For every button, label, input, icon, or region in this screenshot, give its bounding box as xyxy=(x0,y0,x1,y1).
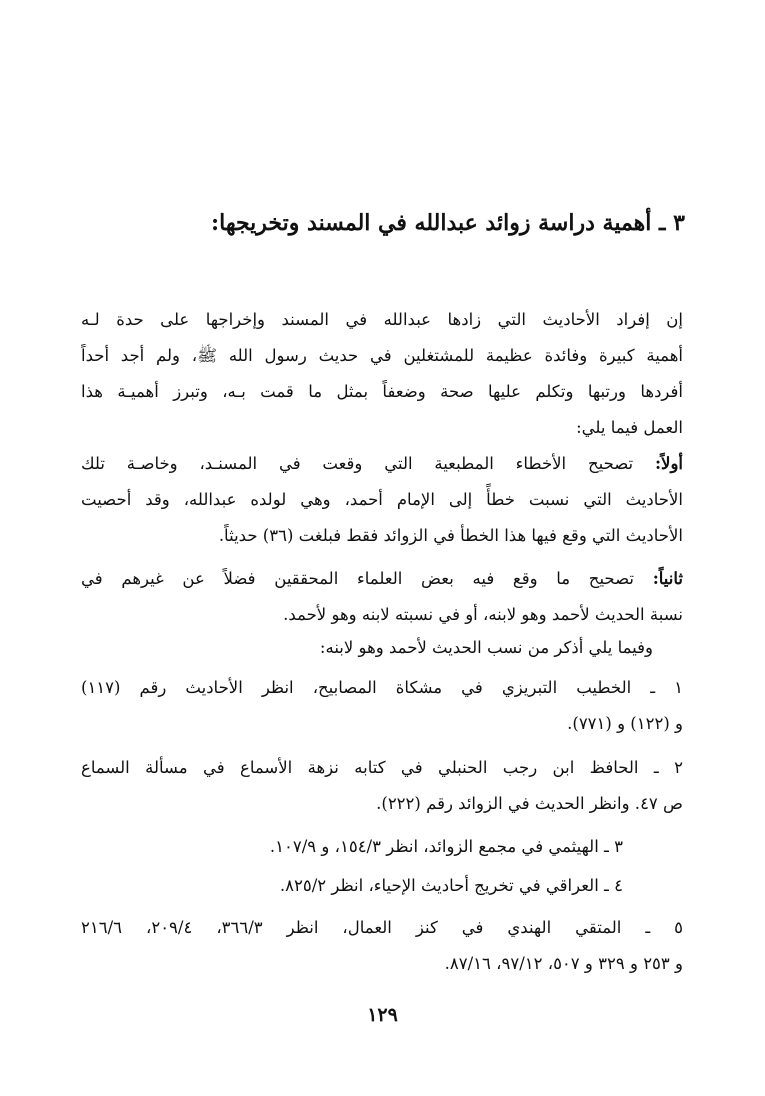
list-item-2-line-1: ٢ ـ الحافظ ابن رجب الحنبلي في كتابه نزهة الأسماع في مسألة السماع xyxy=(81,758,683,777)
second-point-line-1 xyxy=(81,561,683,597)
list-item-1 xyxy=(81,670,683,742)
list-item-3-line-1: ٣ ـ الهيثمي في مجمع الزوائد، انظر ١٥٤/٣، و ١٠٧/٩. xyxy=(269,837,623,856)
intro-paragraph xyxy=(81,302,683,446)
page-number: ١٢٩ xyxy=(367,1004,398,1026)
second-point-line-3: وفيما يلي أذكر من نسب الحديث لأحمد وهو لابنه: xyxy=(319,638,653,657)
second-point-paragraph xyxy=(81,561,683,663)
first-point-line-1 xyxy=(81,446,683,482)
intro-line-1: إن إفراد الأحاديث التي زادها عبدالله في المسند وإخراجها على حدة لـه xyxy=(81,310,683,329)
intro-line-2: أهمية كبيرة وفائدة عظيمة للمشتغلين في حديث رسول الله ﷺ، ولم أجد أحداً xyxy=(81,346,683,365)
second-point-text: تصحيح ما وقع فيه بعض العلماء المحققين فضلاً عن غيرهم في xyxy=(81,569,653,588)
list-item-2 xyxy=(81,750,683,822)
section-heading: ٣ ـ أهمية دراسة زوائد عبدالله في المسند وتخريجها: xyxy=(211,210,685,236)
list-item-5-line-2: و ٢٥٣ و ٣٢٩ و ٥٠٧، ٩٧/١٢، ٨٧/١٦. xyxy=(444,954,683,973)
list-item-5-line-1: ٥ ـ المتقي الهندي في كنز العمال، انظر ٣٦٦/٣، ٢٠٩/٤، ٢١٦/٦ xyxy=(81,918,683,937)
second-point-lead: ثانياً: xyxy=(652,569,683,588)
list-item-2-line-2: ص ٤٧. وانظر الحديث في الزوائد رقم (٢٢٢). xyxy=(376,794,683,813)
second-point-line-2: نسبة الحديث لأحمد وهو لابنه، أو في نسبته لابنه وهو لأحمد. xyxy=(283,605,683,624)
first-point-lead: أولاً: xyxy=(654,454,683,473)
first-point-text: تصحيح الأخطاء المطبعية التي وقعت في المسنـد، وخاصـة تلك xyxy=(81,454,655,473)
list-item-1-line-1: ١ ـ الخطيب التبريزي في مشكاة المصابيح، انظر الأحاديث رقم (١١٧) xyxy=(81,678,683,697)
list-item-4 xyxy=(81,868,683,904)
list-item-1-line-2: و (١٢٢) و (٧٧١). xyxy=(567,714,683,733)
intro-line-4: العمل فيما يلي: xyxy=(576,418,683,437)
list-item-5 xyxy=(81,910,683,982)
first-point-line-2: الأحاديث التي نسبت خطأً إلى الإمام أحمد، وهي لولده عبدالله، وقد أحصيت xyxy=(81,490,683,509)
list-item-3 xyxy=(81,829,683,865)
first-point-line-3: الأحاديث التي وقع فيها هذا الخطأ في الزوائد فقط فبلغت (٣٦) حديثاً. xyxy=(218,526,683,545)
list-item-4-line-1: ٤ ـ العراقي في تخريج أحاديث الإحياء، انظر ٨٢٥/٢. xyxy=(279,876,623,895)
first-point-paragraph xyxy=(81,446,683,554)
intro-line-3: أفردها ورتبها وتكلم عليها صحة وضعفاً بمثل ما قمت بـه، وتبرز أهميـة هذا xyxy=(81,382,683,401)
